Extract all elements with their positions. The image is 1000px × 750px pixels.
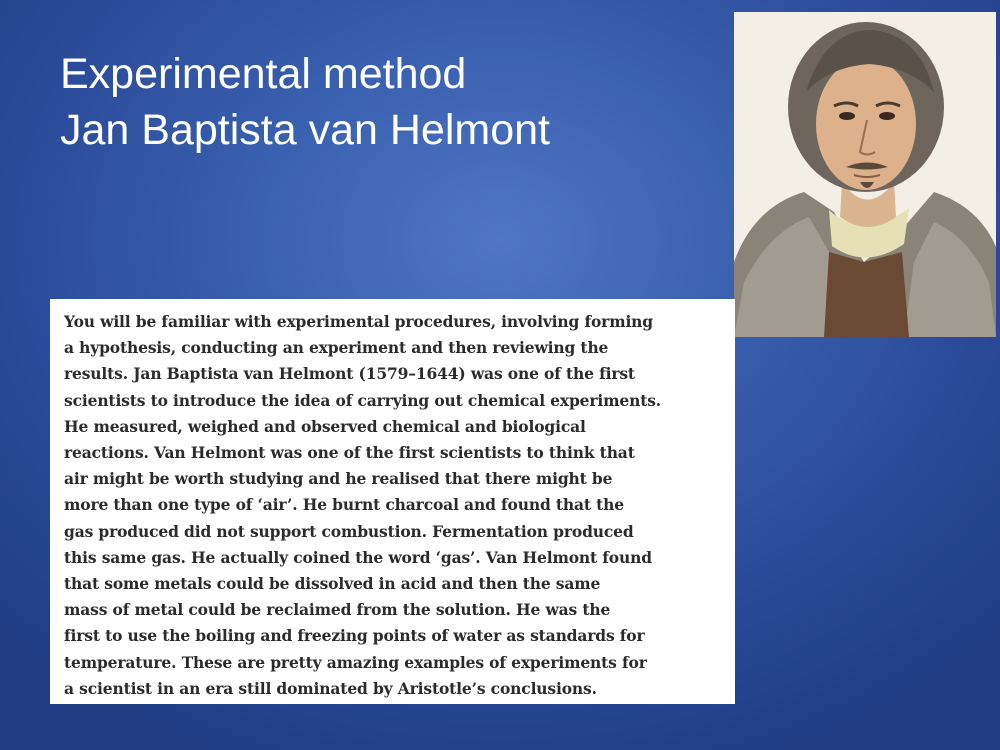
title-line-name: Jan Baptista van Helmont bbox=[60, 106, 550, 154]
title-line-topic: Experimental method bbox=[60, 50, 467, 98]
body-paragraph: You will be familiar with experimental procedures, involving forming a hypothesis, conducting an experiment and then reviewing the results. Jan Baptista van Helmont (1579–1644) was one of the first scientists to introduce the idea of carrying out chemical experiments. He measured, weighed and observed chemical and biological reactions. Van Helmont was one of the first scientists to think that air might be worth studying and he realised that there might be more than one type of ‘air’. He burnt charcoal and found that the gas produced did not support combustion. Fermentation produced this same gas. He actually coined the word ‘gas’. Van Helmont found that some metals could be dissolved in acid and then the same mass of metal could be reclaimed from the solution. He was the first to use the boiling and freezing points of water as standards for temperature. These are pretty amazing examples of experiments for a scientist in an era still dominated by Aristotle’s conclusions. bbox=[64, 312, 662, 698]
slide-title bbox=[60, 46, 700, 158]
portrait-image bbox=[734, 12, 996, 337]
portrait-illustration bbox=[734, 12, 996, 337]
text-excerpt-box bbox=[50, 299, 735, 704]
